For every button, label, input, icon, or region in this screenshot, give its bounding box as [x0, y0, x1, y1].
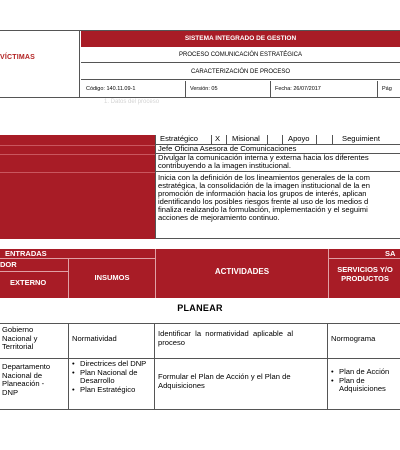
alcance-line-1: Inicia con la definición de los lineamientos generales de la com [158, 173, 370, 182]
document-header [0, 30, 400, 98]
actividades-header: ACTIVIDADES [214, 267, 270, 276]
table-row-2-proveedor: Departamento Nacional de Planeación - DNP [2, 362, 51, 397]
entradas-header: ENTRADAS [5, 249, 47, 258]
info-label-column [0, 135, 155, 239]
info-value-column [155, 135, 400, 239]
insumo-item: • Plan Estratégico [70, 386, 154, 395]
producto-item: • Plan de Acción [329, 368, 400, 377]
alcance-line-3: promoción de información hacia los grupos de interés, aplican [158, 189, 367, 198]
codigo-label: Código: 140.11.09-1 [86, 86, 136, 92]
proveedor-header: DOR [0, 260, 17, 269]
table-row-1-actividad: Identificar la normatividad aplicable al proceso [158, 329, 294, 347]
table-row-2-insumos [70, 360, 154, 394]
process-info [0, 135, 400, 239]
responsable-value: Jefe Oficina Asesora de Comunicaciones [156, 145, 400, 154]
objetivo-line-2: contribuyendo a la imagen institucional. [158, 161, 291, 170]
insumo-item: • Plan Nacional de Desarrollo [70, 369, 154, 386]
activity-table [0, 323, 400, 409]
insumo-item: • Directrices del DNP [70, 360, 154, 369]
alcance-line-4: identificando los posibles riesgos frente al uso de los medios d [158, 197, 369, 206]
insumos-header: INSUMOS [94, 273, 130, 282]
document-meta-row [81, 81, 400, 98]
alcance-line-6: acciones de mejoramiento continuo. [158, 213, 280, 222]
logo-cell [0, 31, 80, 98]
alcance-line-2: estratégica, la consolidación de la imagen institucional de la en [158, 181, 370, 190]
objetivo-line-1: Divulgar la comunicación interna y externa hacia los diferentes [158, 154, 369, 162]
tipo-apoyo: Apoyo [288, 135, 310, 143]
table-row-1-insumo: Normatividad [72, 334, 117, 343]
alcance-line-5: finaliza realizando la formulación, implementación y el seguimi [158, 205, 368, 214]
process-name: PROCESO COMUNICACIÓN ESTRATÉGICA [81, 47, 400, 63]
section-title: PLANEAR [177, 303, 223, 313]
alcance-value [156, 172, 400, 239]
salidas-header: SA [385, 249, 396, 258]
tipo-marca: X [215, 135, 221, 143]
fecha-label: Fecha: 26/07/2017 [275, 86, 321, 92]
producto-item: • Plan de Adquisiciones [329, 377, 400, 394]
pagina-label: Pág [382, 86, 392, 92]
document-type: CARACTERIZACIÓN DE PROCESO [81, 64, 400, 80]
tipo-estrategico: Estratégico [160, 135, 198, 143]
faded-section-heading: 1. Datos del proceso [104, 99, 160, 105]
externo-header: EXTERNO [10, 278, 47, 287]
table-row-2-actividad: Formular el Plan de Acción y el Plan de Adquisiciones [158, 372, 291, 390]
table-row-1-producto: Normograma [331, 334, 376, 343]
table-row-1-proveedor: Gobierno Nacional y Territorial [2, 325, 38, 351]
tipo-seguimiento: Seguimient [342, 135, 380, 143]
version-label: Versión: 05 [190, 86, 218, 92]
process-type-row [156, 135, 400, 145]
objetivo-value [156, 154, 400, 172]
servicios-header-l1: SERVICIOS Y/O [337, 265, 393, 274]
system-title: SISTEMA INTEGRADO DE GESTION [81, 31, 400, 47]
servicios-header-l2: PRODUCTOS [341, 274, 389, 283]
tipo-misional: Misional [232, 135, 260, 143]
table-row-2-productos [329, 368, 400, 394]
logo: VÍCTIMAS [0, 54, 36, 61]
table-column-headers [0, 249, 400, 298]
